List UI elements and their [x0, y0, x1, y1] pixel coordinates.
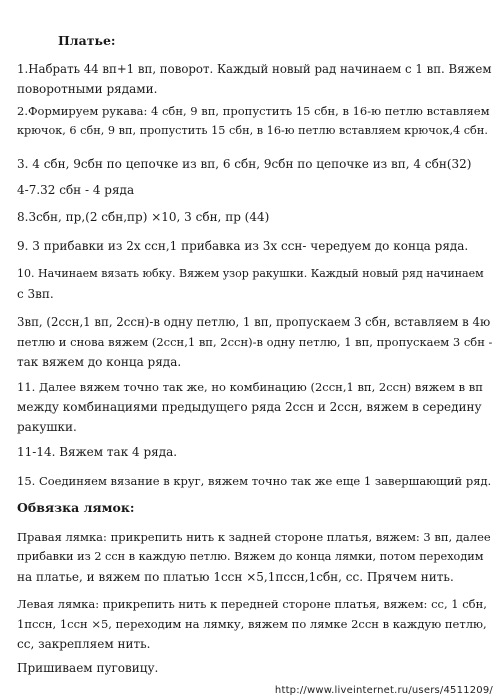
- step-paragraph-8: [17, 312, 492, 372]
- text-line: так вяжем до конца ряда.: [17, 355, 182, 369]
- text-line: 10. Начинаем вязать юбку. Вяжем узор ракушки. Каждый новый ряд начинаем: [17, 267, 484, 280]
- strap-paragraph-2: [17, 594, 492, 654]
- straps-title: Обвязка лямок:: [17, 500, 135, 515]
- text-line: поворотными рядами.: [17, 82, 158, 96]
- step-paragraph-11: [17, 471, 492, 491]
- text-line: 4-7.32 сбн - 4 ряда: [17, 183, 135, 197]
- text-line: 1.Набрать 44 вп+1 вп, поворот. Каждый новый рад начинаем с 1 вп. Вяжем: [17, 62, 492, 76]
- text-line: 15. Соединяем вязание в круг, вяжем точно так же еще 1 завершающий ряд.: [17, 474, 492, 488]
- text-line: 11-14. Вяжем так 4 ряда.: [17, 445, 178, 459]
- step-paragraph-5: [17, 207, 492, 227]
- step-paragraph-7: [17, 264, 492, 304]
- text-line: 9. 3 прибавки из 2х ссн,1 прибавка из 3х ссн- чередуем до конца ряда.: [17, 239, 469, 253]
- dress-title: Платье:: [58, 33, 116, 48]
- step-paragraph-2: [17, 101, 492, 141]
- text-line: 3вп, (2ссн,1 вп, 2ссн)-в одну петлю, 1 вп, пропускаем 3 сбн, вставляем в 4ю: [17, 315, 491, 329]
- strap-paragraph-3: [17, 658, 492, 678]
- text-line: прибавки из 2 ссн в каждую петлю. Вяжем до конца лямки, потом переходим: [17, 550, 484, 563]
- text-line: Правая лямка: прикрепить нить к задней стороне платья, вяжем: 3 вп, далее: [17, 530, 491, 544]
- step-paragraph-3: [17, 154, 492, 174]
- text-line: Пришиваем пуговицу.: [17, 661, 159, 675]
- text-line: петлю и снова вяжем (2ссн,1 вп, 2ссн)-в одну петлю, 1 вп, пропускаем 3 сбн -: [17, 335, 493, 349]
- text-line: 1пссн, 1ссн ×5, переходим на лямку, вяжем по лямке 2ссн в каждую петлю,: [17, 617, 487, 631]
- text-line: на платье, и вяжем по платью 1ссн ×5,1пссн,1сбн, сс. Прячем нить.: [17, 570, 454, 584]
- step-paragraph-4: [17, 180, 492, 200]
- step-paragraph-9: [17, 377, 492, 437]
- text-line: 2.Формируем рукава: 4 сбн, 9 вп, пропустить 15 сбн, в 16-ю петлю вставляем: [17, 104, 490, 118]
- text-line: между комбинациями предыдущего ряда 2ссн и 2ссн, вяжем в середину: [17, 400, 482, 414]
- text-line: сс, закрепляем нить.: [17, 637, 151, 651]
- text-line: 8.3сбн, пр,(2 сбн,пр) ×10, 3 сбн, пр (44): [17, 210, 270, 224]
- text-line: с 3вп.: [17, 287, 54, 301]
- step-paragraph-10: [17, 442, 492, 462]
- text-line: ракушки.: [17, 420, 77, 434]
- step-paragraph-6: [17, 236, 492, 256]
- watermark-url: http://www.liveinternet.ru/users/4511209/: [274, 685, 493, 696]
- text-line: крючок, 6 сбн, 9 вп, пропустить 15 сбн, в 16-ю петлю вставляем крючок,4 сбн.: [17, 124, 488, 137]
- text-line: 11. Далее вяжем точно так же, но комбинацию (2ссн,1 вп, 2ссн) вяжем в вп: [17, 380, 483, 394]
- strap-paragraph-1: [17, 527, 492, 587]
- text-line: Левая лямка: прикрепить нить к передней стороне платья, вяжем: сс, 1 сбн,: [17, 597, 487, 611]
- text-line: 3. 4 сбн, 9сбн по цепочке из вп, 6 сбн, 9сбн по цепочке из вп, 4 сбн(32): [17, 157, 472, 171]
- step-paragraph-1: [17, 59, 492, 99]
